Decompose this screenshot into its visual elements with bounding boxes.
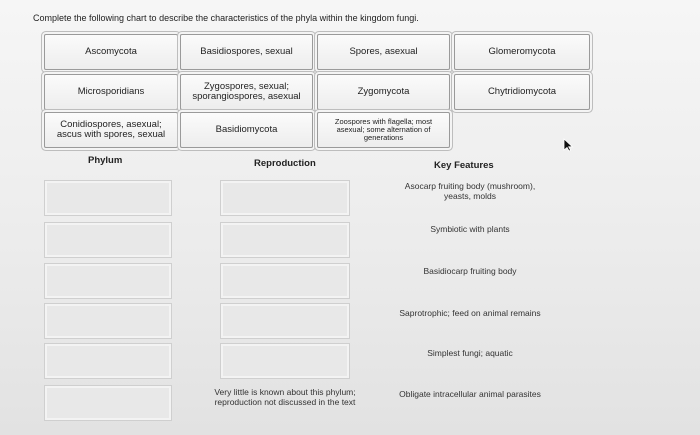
chip-microsporidians[interactable]: Microsporidians bbox=[44, 74, 178, 110]
phylum-drop-zone[interactable] bbox=[44, 180, 172, 216]
key-feature-text: Obligate intracellular animal parasites bbox=[399, 389, 541, 399]
chip-zygospores[interactable]: Zygospores, sexual; sporangiospores, asexual bbox=[180, 74, 313, 110]
chip-chytridiomycota[interactable]: Chytridiomycota bbox=[454, 74, 590, 110]
chip-zygomycota[interactable]: Zygomycota bbox=[317, 74, 450, 110]
question-prompt: Complete the following chart to describe the characteristics of the phyla within the kingdom fungi. bbox=[33, 13, 419, 23]
key-feature-text: Saprotrophic; feed on animal remains bbox=[399, 308, 541, 318]
phylum-drop-zone[interactable] bbox=[44, 385, 172, 421]
chip-conidiospores[interactable]: Conidiospores, asexual; ascus with spores, sexual bbox=[44, 112, 178, 148]
reproduction-drop-zone[interactable] bbox=[220, 263, 350, 299]
phylum-drop-zone[interactable] bbox=[44, 303, 172, 339]
mouse-cursor-icon bbox=[563, 138, 574, 152]
reproduction-note-text: Very little is known about this phylum; reproduction not discussed in the text bbox=[214, 387, 356, 407]
reproduction-drop-zone[interactable] bbox=[220, 303, 350, 339]
chip-basidiomycota[interactable]: Basidiomycota bbox=[180, 112, 313, 148]
chip-spores-asexual[interactable]: Spores, asexual bbox=[317, 34, 450, 70]
phylum-drop-zone[interactable] bbox=[44, 263, 172, 299]
header-reproduction: Reproduction bbox=[254, 158, 316, 169]
chip-ascomycota[interactable]: Ascomycota bbox=[44, 34, 178, 70]
key-feature-text: Basidiocarp fruiting body bbox=[423, 266, 517, 276]
key-feature-text: Asocarp fruiting body (mushroom), yeasts, molds bbox=[404, 181, 536, 201]
reproduction-drop-zone[interactable] bbox=[220, 222, 350, 258]
reproduction-drop-zone[interactable] bbox=[220, 343, 350, 379]
phylum-drop-zone[interactable] bbox=[44, 343, 172, 379]
chip-glomeromycota[interactable]: Glomeromycota bbox=[454, 34, 590, 70]
key-feature-text: Simplest fungi; aquatic bbox=[427, 348, 513, 358]
chip-basidiospores-sexual[interactable]: Basidiospores, sexual bbox=[180, 34, 313, 70]
reproduction-drop-zone[interactable] bbox=[220, 180, 350, 216]
header-phylum: Phylum bbox=[88, 155, 123, 166]
chip-zoospores[interactable]: Zoospores with flagella; most asexual; some alternation of generations bbox=[317, 112, 450, 148]
key-feature-text: Symbiotic with plants bbox=[430, 224, 510, 234]
header-key-features: Key Features bbox=[434, 160, 494, 171]
phylum-drop-zone[interactable] bbox=[44, 222, 172, 258]
